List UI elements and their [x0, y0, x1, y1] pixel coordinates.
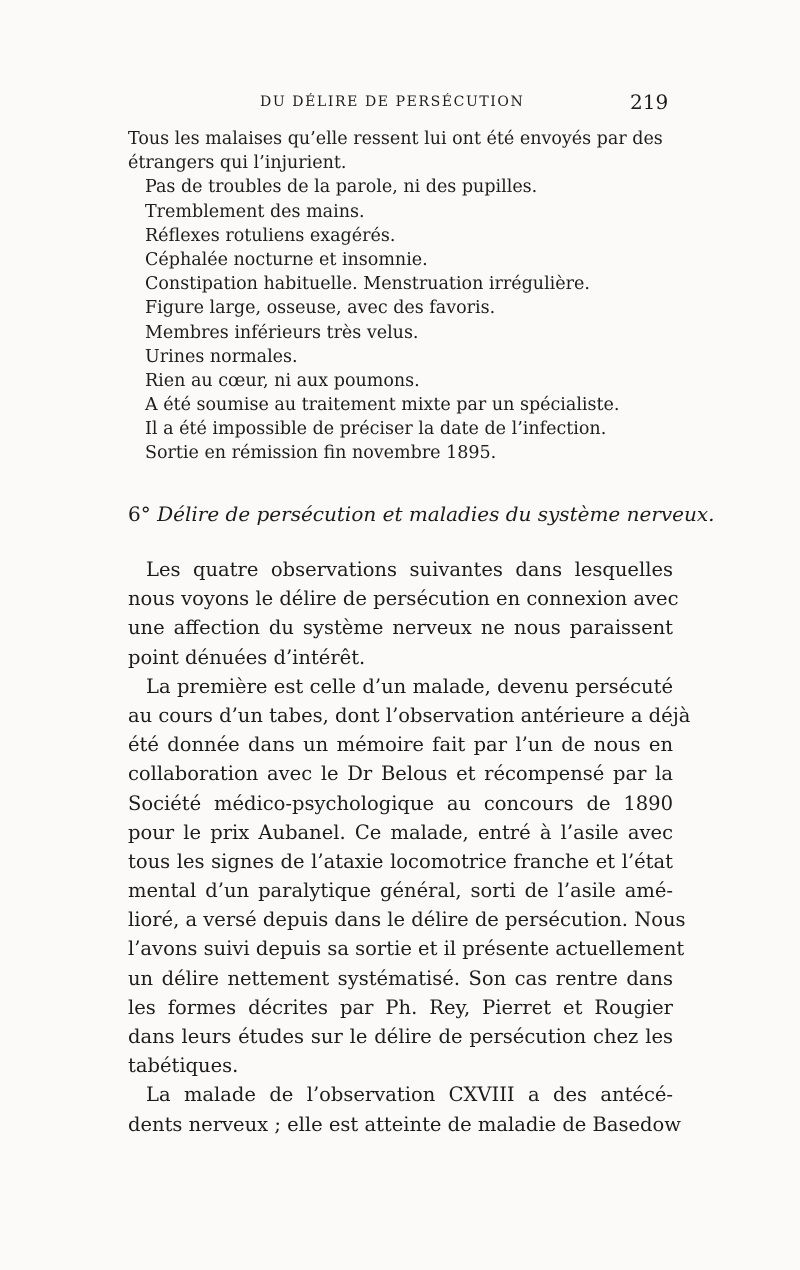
observation-line: Céphalée nocturne et insomnie. — [145, 249, 428, 270]
observation-line: Tremblement des mains. — [145, 201, 365, 222]
body-line: collaboration avec le Dr Belous et récompensé par la — [128, 762, 673, 786]
body-text — [128, 555, 691, 1139]
body-line: lioré, a versé depuis dans le délire de persécution. Nous — [128, 908, 686, 932]
observation-notes — [128, 127, 688, 466]
body-line: au cours d’un tabes, dont l’observation antérieure a déjà — [128, 703, 691, 727]
body-line: tous les signes de l’ataxie locomotrice franche et l’état — [128, 849, 673, 873]
observation-line: Sortie en rémission fin novembre 1895. — [145, 443, 497, 464]
body-line: La malade de l’observation CXVIII a des antécé- — [146, 1083, 673, 1107]
observation-line: Tous les malaises qu’elle ressent lui ont été envoyés par des — [128, 129, 663, 149]
page-header — [0, 90, 800, 120]
body-line: un délire nettement systématisé. Son cas rentre dans — [128, 966, 673, 990]
observation-line: A été soumise au traitement mixte par un spécialiste. — [145, 395, 620, 416]
observation-line: Urines normales. — [145, 346, 298, 367]
observation-line: Membres inférieurs très velus. — [145, 322, 419, 343]
observation-line: Rien au cœur, ni aux poumons. — [145, 370, 420, 391]
body-line: pour le prix Aubanel. Ce malade, entré à l’asile avec — [128, 820, 673, 844]
section-heading — [128, 502, 715, 526]
body-line: nous voyons le délire de persécution en connexion avec — [128, 587, 679, 611]
observation-line: Réflexes rotuliens exagérés. — [145, 225, 396, 246]
body-line: mental d’un paralytique général, sorti de l’asile amé- — [128, 879, 673, 903]
body-line: été donnée dans un mémoire fait par l’un de nous en — [128, 733, 673, 757]
body-line: La première est celle d’un malade, devenu persécuté — [146, 674, 673, 698]
page-number: 219 — [630, 90, 669, 114]
observation-line: Pas de troubles de la parole, ni des pupilles. — [145, 177, 538, 198]
section-number: 6° — [128, 502, 151, 526]
observation-line: étrangers qui l’injurient. — [128, 153, 347, 174]
running-title: DU DÉLIRE DE PERSÉCUTION — [260, 94, 525, 110]
body-line: Société médico-psychologique au concours de 1890 — [128, 791, 673, 815]
observation-line: Figure large, osseuse, avec des favoris. — [145, 298, 496, 319]
observation-line: Constipation habituelle. Menstruation irrégulière. — [145, 274, 590, 295]
body-line: dans leurs études sur le délire de persécution chez les — [128, 1025, 673, 1048]
body-line: point dénuées d’intérêt. — [128, 645, 366, 669]
body-line: dents nerveux ; elle est atteinte de maladie de Basedow — [128, 1112, 681, 1136]
body-line: l’avons suivi depuis sa sortie et il présente actuellement — [128, 937, 685, 961]
observation-line: Il a été impossible de préciser la date de l’infection. — [145, 419, 607, 440]
body-line: les formes décrites par Ph. Rey, Pierret et Rougier — [128, 995, 673, 1019]
section-title: Délire de persécution et maladies du système nerveux. — [157, 502, 715, 526]
body-line: tabétiques. — [128, 1054, 239, 1078]
body-line: Les quatre observations suivantes dans lesquelles — [146, 558, 673, 581]
body-line: une affection du système nerveux ne nous paraissent — [128, 616, 673, 640]
